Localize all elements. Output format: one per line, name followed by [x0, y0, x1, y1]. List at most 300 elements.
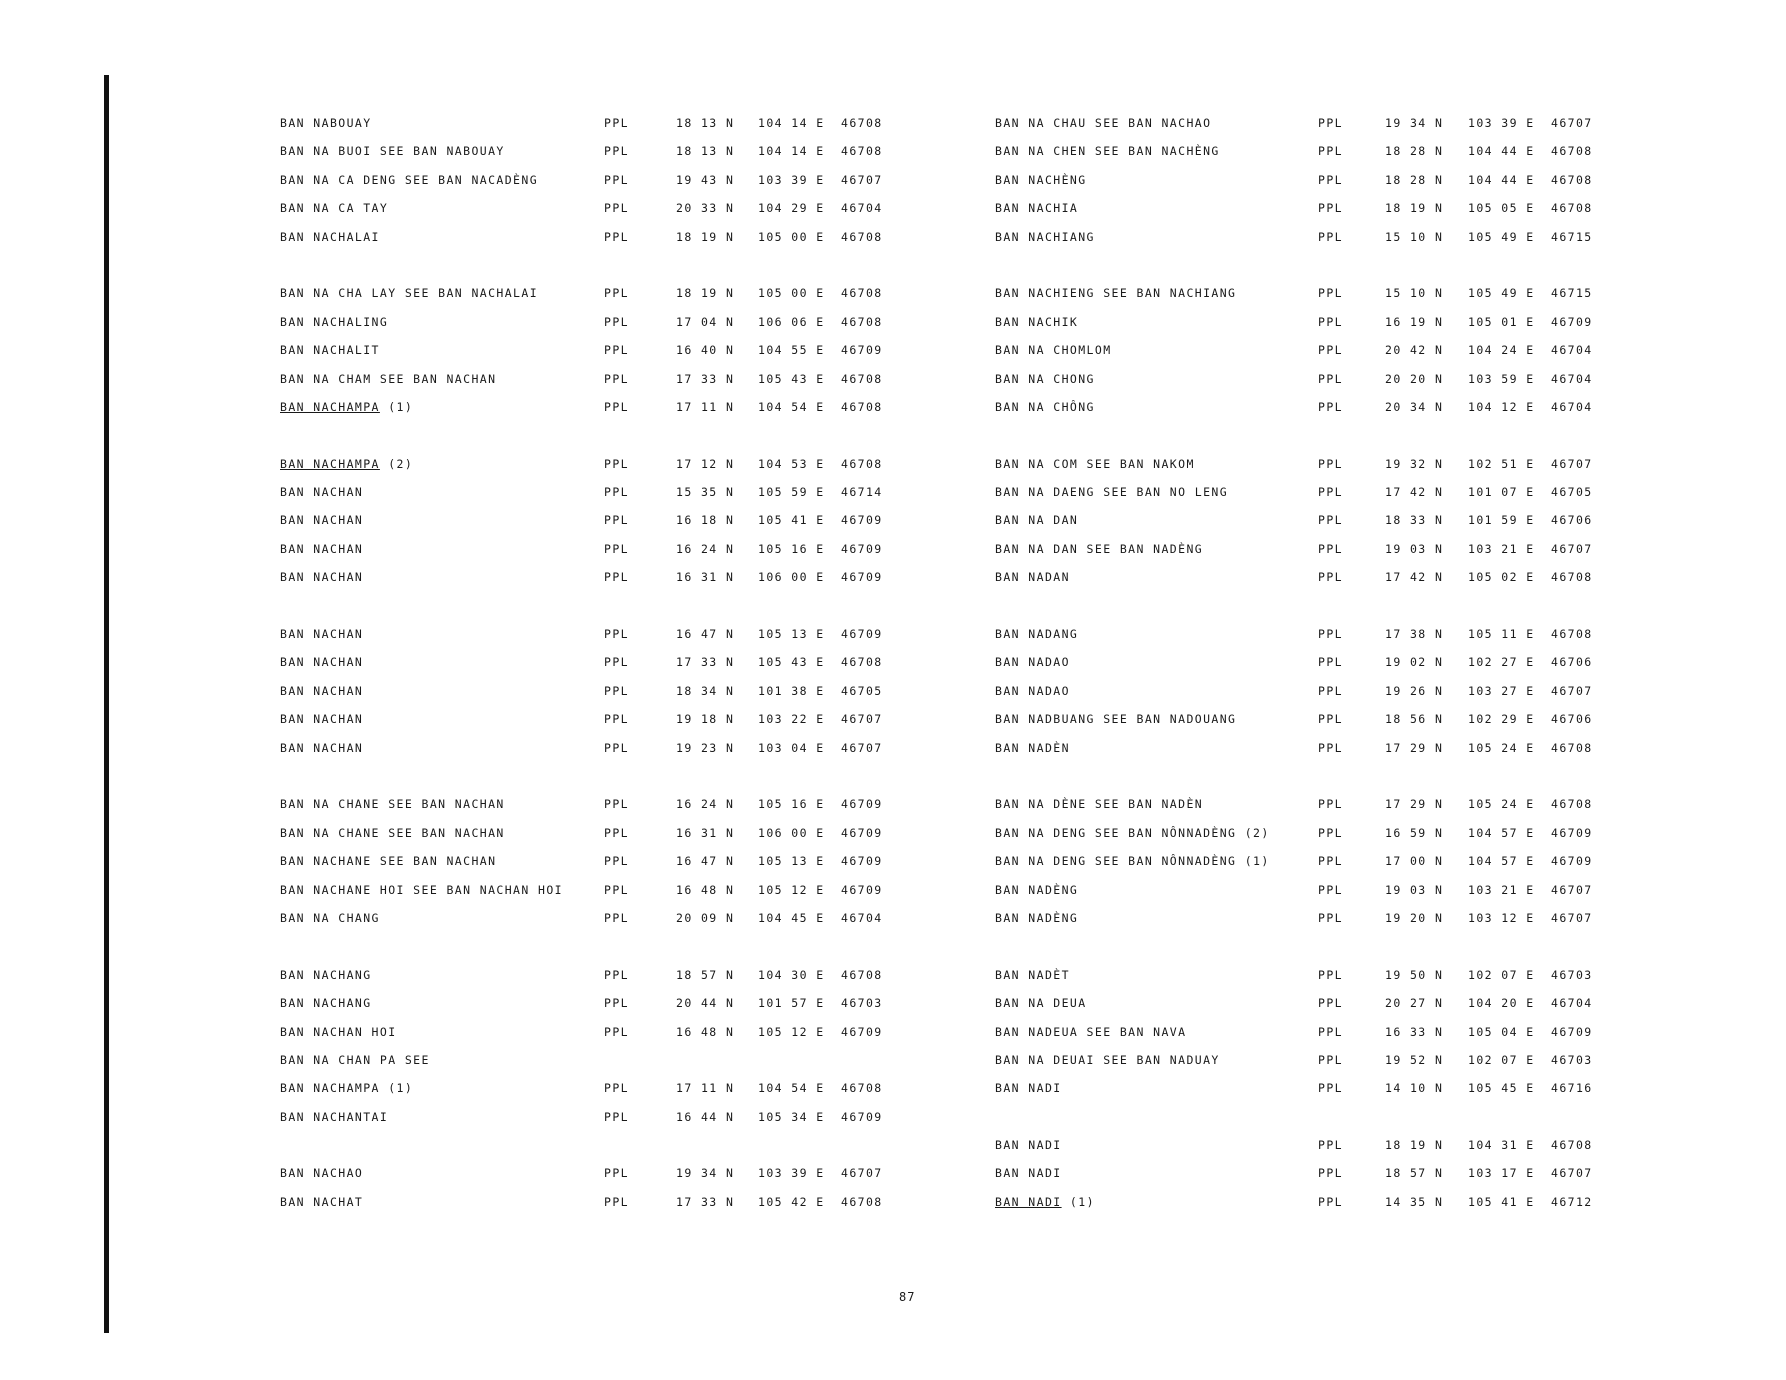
entry-lon: 105 45 E	[1468, 1081, 1535, 1096]
entry-lat: 18 28 N	[1385, 144, 1444, 159]
entry-code: 46715	[1551, 229, 1593, 244]
entry-name: BAN NACHALIT	[280, 343, 380, 358]
entry-code: 46712	[1551, 1194, 1593, 1209]
entry-type: PPL	[604, 541, 629, 556]
entry-lon: 101 57 E	[758, 996, 825, 1011]
entry-name: BAN NADEUA SEE BAN NAVA	[995, 1024, 1187, 1039]
entry-lon: 104 29 E	[758, 201, 825, 216]
entry-name: BAN NACHAN	[280, 570, 364, 585]
entry-name: BAN NABOUAY	[280, 116, 372, 130]
entry-code: 46708	[841, 371, 883, 386]
entry-code: 46707	[841, 712, 883, 727]
entry-lat: 15 10 N	[1385, 229, 1444, 244]
entry-name: BAN NA CA TAY	[280, 201, 389, 216]
entry-type: PPL	[1318, 456, 1343, 471]
entry-lon: 105 59 E	[758, 485, 825, 500]
entry-type: PPL	[604, 996, 629, 1011]
entry-code: 46708	[841, 116, 883, 130]
entry-lon: 105 00 E	[758, 229, 825, 244]
entry-lat: 15 10 N	[1385, 286, 1444, 301]
entry-name: BAN NA DÈNE SEE BAN NADÈN	[995, 797, 1204, 812]
entry-lon: 105 43 E	[758, 371, 825, 386]
entry-lat: 19 02 N	[1385, 655, 1444, 670]
entry-name: BAN NACHALING	[280, 314, 389, 329]
entry-name: BAN NA BUOI SEE BAN NABOUAY	[280, 144, 505, 159]
entry-type: PPL	[604, 627, 629, 642]
entry-lon: 105 42 E	[758, 1194, 825, 1209]
entry-type: PPL	[604, 1081, 629, 1096]
entry-name: BAN NA DAENG SEE BAN NO LENG	[995, 485, 1229, 500]
entry-code: 46708	[1551, 627, 1593, 642]
entry-lat: 17 29 N	[1385, 797, 1444, 812]
entry-lon: 105 16 E	[758, 797, 825, 812]
entry-code: 46704	[841, 910, 883, 925]
entry-type: PPL	[604, 882, 629, 897]
entry-code: 46708	[841, 144, 883, 159]
entry-name: BAN NA CHONG	[995, 371, 1095, 386]
entry-lat: 18 19 N	[1385, 201, 1444, 216]
entry-type: PPL	[1318, 541, 1343, 556]
entry-name: BAN NA CHAN PA SEE	[280, 1052, 430, 1067]
entry-lon: 104 57 E	[1468, 854, 1535, 869]
entry-lon: 105 49 E	[1468, 286, 1535, 301]
entry-code: 46709	[841, 882, 883, 897]
entry-type: PPL	[1318, 570, 1343, 585]
entry-code: 46707	[1551, 910, 1593, 925]
entry-lon: 103 39 E	[1468, 116, 1535, 130]
entry-code: 46703	[1551, 1052, 1593, 1067]
entry-lon: 106 00 E	[758, 570, 825, 585]
entry-lon: 105 34 E	[758, 1109, 825, 1124]
entry-lat: 17 04 N	[676, 314, 735, 329]
entry-name: BAN NACHÈNG	[995, 172, 1087, 187]
entry-code: 46709	[841, 1109, 883, 1124]
entry-lon: 105 01 E	[1468, 314, 1535, 329]
entry-name: BAN NADI	[995, 1166, 1062, 1181]
entry-type: PPL	[1318, 1138, 1343, 1153]
entry-name: BAN NADBUANG SEE BAN NADOUANG	[995, 712, 1237, 727]
entry-code: 46708	[841, 229, 883, 244]
entry-code: 46706	[1551, 655, 1593, 670]
entry-lat: 16 48 N	[676, 882, 735, 897]
entry-name: BAN NA CHAM SEE BAN NACHAN	[280, 371, 497, 386]
entry-code: 46708	[841, 967, 883, 982]
entry-type: PPL	[604, 655, 629, 670]
entry-lat: 16 24 N	[676, 541, 735, 556]
entry-name: BAN NACHAN HOI	[280, 1024, 397, 1039]
entry-lon: 104 45 E	[758, 910, 825, 925]
entry-code: 46709	[841, 570, 883, 585]
page-number: 87	[899, 1290, 916, 1304]
entry-name: BAN NACHAO	[280, 1166, 364, 1181]
entry-code: 46704	[1551, 371, 1593, 386]
entry-lon: 105 41 E	[1468, 1194, 1535, 1209]
entry-name: BAN NA DEUA	[995, 996, 1087, 1011]
entry-lat: 16 24 N	[676, 797, 735, 812]
entry-lon: 104 44 E	[1468, 144, 1535, 159]
entry-name: BAN NACHAN	[280, 740, 364, 755]
entry-name: BAN NACHIANG	[995, 229, 1095, 244]
entry-lon: 103 12 E	[1468, 910, 1535, 925]
entry-type: PPL	[1318, 343, 1343, 358]
entry-lon: 104 30 E	[758, 967, 825, 982]
entry-lat: 20 27 N	[1385, 996, 1444, 1011]
entry-lon: 103 39 E	[758, 1166, 825, 1181]
entry-lat: 18 19 N	[1385, 1138, 1444, 1153]
entry-name: BAN NADÈT	[995, 967, 1070, 982]
entry-type: PPL	[1318, 201, 1343, 216]
entry-code: 46704	[1551, 996, 1593, 1011]
entry-name: BAN NA DEUAI SEE BAN NADUAY	[995, 1052, 1220, 1067]
entry-name: BAN NA CHOMLOM	[995, 343, 1112, 358]
entry-name: BAN NACHAN	[280, 485, 364, 500]
entry-type: PPL	[604, 144, 629, 159]
entry-lat: 20 33 N	[676, 201, 735, 216]
entry-lon: 105 13 E	[758, 854, 825, 869]
entry-type: PPL	[1318, 1194, 1343, 1209]
entry-lon: 103 04 E	[758, 740, 825, 755]
entry-type: PPL	[604, 1194, 629, 1209]
entry-name: BAN NADI	[995, 1081, 1062, 1096]
entry-name: BAN NACHIA	[995, 201, 1079, 216]
entry-lon: 105 05 E	[1468, 201, 1535, 216]
entry-code: 46708	[841, 1194, 883, 1209]
entry-type: PPL	[604, 967, 629, 982]
entry-type: PPL	[604, 683, 629, 698]
entry-type: PPL	[604, 201, 629, 216]
entry-type: PPL	[604, 286, 629, 301]
entry-code: 46709	[841, 854, 883, 869]
entry-type: PPL	[1318, 229, 1343, 244]
entry-name: BAN NA CHÔNG	[995, 399, 1095, 414]
entry-lat: 16 59 N	[1385, 825, 1444, 840]
entry-lat: 20 34 N	[1385, 399, 1444, 414]
entry-lat: 18 19 N	[676, 286, 735, 301]
entry-code: 46708	[1551, 1138, 1593, 1153]
entry-type: PPL	[1318, 712, 1343, 727]
entry-type: PPL	[604, 343, 629, 358]
entry-lat: 17 42 N	[1385, 485, 1444, 500]
entry-code: 46708	[841, 399, 883, 414]
entry-lon: 105 00 E	[758, 286, 825, 301]
entry-lat: 19 34 N	[1385, 116, 1444, 130]
entry-code: 46708	[1551, 797, 1593, 812]
entry-lon: 104 20 E	[1468, 996, 1535, 1011]
entry-name: BAN NACHAMPA (1)	[280, 399, 414, 414]
entry-code: 46716	[1551, 1081, 1593, 1096]
entry-lat: 17 33 N	[676, 371, 735, 386]
entry-name: BAN NACHAT	[280, 1194, 364, 1209]
entry-lat: 19 20 N	[1385, 910, 1444, 925]
entry-name: BAN NA CHEN SEE BAN NACHÈNG	[995, 144, 1220, 159]
entry-type: PPL	[1318, 485, 1343, 500]
entry-code: 46709	[1551, 1024, 1593, 1039]
entry-lon: 105 24 E	[1468, 797, 1535, 812]
binding-edge	[104, 75, 109, 1333]
entry-code: 46705	[1551, 485, 1593, 500]
entry-type: PPL	[604, 1109, 629, 1124]
entry-type: PPL	[604, 825, 629, 840]
entry-name: BAN NA COM SEE BAN NAKOM	[995, 456, 1195, 471]
entry-lon: 104 54 E	[758, 399, 825, 414]
entry-code: 46707	[1551, 683, 1593, 698]
entry-lat: 17 33 N	[676, 655, 735, 670]
entry-lat: 19 50 N	[1385, 967, 1444, 982]
entry-type: PPL	[604, 854, 629, 869]
entry-name: BAN NA DAN	[995, 513, 1079, 528]
entry-lon: 103 27 E	[1468, 683, 1535, 698]
entry-lon: 105 13 E	[758, 627, 825, 642]
entry-name: BAN NACHANTAI	[280, 1109, 389, 1124]
entry-name: BAN NACHAN	[280, 655, 364, 670]
entry-type: PPL	[604, 740, 629, 755]
entry-code: 46709	[841, 825, 883, 840]
entry-type: PPL	[1318, 1024, 1343, 1039]
entry-name: BAN NACHAN	[280, 541, 364, 556]
entry-lon: 104 54 E	[758, 1081, 825, 1096]
entry-type: PPL	[1318, 854, 1343, 869]
entry-name: BAN NACHIENG SEE BAN NACHIANG	[995, 286, 1237, 301]
entry-lon: 105 49 E	[1468, 229, 1535, 244]
entry-code: 46704	[1551, 343, 1593, 358]
entry-code: 46707	[841, 1166, 883, 1181]
entry-code: 46709	[1551, 854, 1593, 869]
entry-lat: 17 00 N	[1385, 854, 1444, 869]
entry-type: PPL	[604, 570, 629, 585]
entry-type: PPL	[1318, 513, 1343, 528]
entry-lat: 18 56 N	[1385, 712, 1444, 727]
entry-name: BAN NADAO	[995, 655, 1070, 670]
entry-lon: 105 11 E	[1468, 627, 1535, 642]
entry-code: 46709	[841, 1024, 883, 1039]
entry-code: 46709	[841, 513, 883, 528]
entry-code: 46709	[1551, 314, 1593, 329]
entry-lat: 17 33 N	[676, 1194, 735, 1209]
entry-lon: 103 39 E	[758, 172, 825, 187]
entry-lon: 101 38 E	[758, 683, 825, 698]
entry-lat: 17 11 N	[676, 1081, 735, 1096]
entry-lat: 14 35 N	[1385, 1194, 1444, 1209]
entry-lat: 19 43 N	[676, 172, 735, 187]
entry-code: 46714	[841, 485, 883, 500]
entry-lon: 104 57 E	[1468, 825, 1535, 840]
entry-lon: 103 59 E	[1468, 371, 1535, 386]
entry-code: 46707	[841, 740, 883, 755]
entry-lat: 15 35 N	[676, 485, 735, 500]
entry-type: PPL	[604, 485, 629, 500]
entry-lon: 104 12 E	[1468, 399, 1535, 414]
entry-name: BAN NACHAN	[280, 627, 364, 642]
entry-lat: 17 29 N	[1385, 740, 1444, 755]
entry-name: BAN NADAO	[995, 683, 1070, 698]
entry-lat: 19 32 N	[1385, 456, 1444, 471]
entry-type: PPL	[604, 1024, 629, 1039]
entry-name: BAN NACHANE SEE BAN NACHAN	[280, 854, 497, 869]
entry-type: PPL	[604, 399, 629, 414]
entry-type: PPL	[1318, 314, 1343, 329]
entry-lon: 104 14 E	[758, 144, 825, 159]
entry-type: PPL	[604, 456, 629, 471]
entry-code: 46708	[841, 314, 883, 329]
entry-code: 46709	[841, 541, 883, 556]
entry-lon: 101 07 E	[1468, 485, 1535, 500]
entry-lat: 18 13 N	[676, 116, 735, 130]
entry-name: BAN NA CHA LAY SEE BAN NACHALAI	[280, 286, 539, 301]
entry-code: 46704	[841, 201, 883, 216]
entry-code: 46707	[1551, 456, 1593, 471]
entry-code: 46708	[841, 286, 883, 301]
entry-lat: 17 42 N	[1385, 570, 1444, 585]
entry-lon: 102 07 E	[1468, 967, 1535, 982]
entry-lon: 104 53 E	[758, 456, 825, 471]
entry-lat: 17 12 N	[676, 456, 735, 471]
entry-code: 46708	[1551, 144, 1593, 159]
entry-code: 46707	[841, 172, 883, 187]
entry-name: BAN NA CHANE SEE BAN NACHAN	[280, 797, 505, 812]
entry-name: BAN NA CHAU SEE BAN NACHAO	[995, 116, 1212, 130]
entry-code: 46708	[1551, 172, 1593, 187]
entry-name: BAN NACHIK	[995, 314, 1079, 329]
entry-type: PPL	[1318, 144, 1343, 159]
entry-lon: 104 31 E	[1468, 1138, 1535, 1153]
entry-code: 46706	[1551, 513, 1593, 528]
entry-lat: 18 13 N	[676, 144, 735, 159]
entry-code: 46709	[841, 627, 883, 642]
entry-code: 46707	[1551, 1166, 1593, 1181]
entry-type: PPL	[1318, 1052, 1343, 1067]
entry-name: BAN NA DENG SEE BAN NÔNNADÈNG (1)	[995, 854, 1270, 869]
entry-type: PPL	[604, 910, 629, 925]
entry-lat: 16 19 N	[1385, 314, 1444, 329]
entry-name: BAN NACHAN	[280, 683, 364, 698]
entry-lon: 105 41 E	[758, 513, 825, 528]
entry-lat: 19 23 N	[676, 740, 735, 755]
entry-name: BAN NA DENG SEE BAN NÔNNADÈNG (2)	[995, 825, 1270, 840]
entry-code: 46709	[1551, 825, 1593, 840]
entry-lon: 104 55 E	[758, 343, 825, 358]
entry-name: BAN NA CA DENG SEE BAN NACADÈNG	[280, 172, 539, 187]
entry-type: PPL	[604, 797, 629, 812]
entry-lat: 20 20 N	[1385, 371, 1444, 386]
entry-lat: 19 18 N	[676, 712, 735, 727]
entry-code: 46707	[1551, 541, 1593, 556]
entry-type: PPL	[1318, 172, 1343, 187]
entry-lat: 16 47 N	[676, 854, 735, 869]
entry-lon: 105 12 E	[758, 1024, 825, 1039]
entry-code: 46706	[1551, 712, 1593, 727]
entry-name: BAN NADÈNG	[995, 910, 1079, 925]
entry-lat: 16 40 N	[676, 343, 735, 358]
entry-lon: 103 17 E	[1468, 1166, 1535, 1181]
entry-code: 46708	[1551, 740, 1593, 755]
entry-lon: 103 21 E	[1468, 882, 1535, 897]
entry-type: PPL	[1318, 627, 1343, 642]
entry-lon: 102 27 E	[1468, 655, 1535, 670]
entry-name: BAN NACHAMPA (2)	[280, 456, 414, 471]
entry-code: 46715	[1551, 286, 1593, 301]
entry-lat: 19 52 N	[1385, 1052, 1444, 1067]
entry-code: 46708	[841, 655, 883, 670]
entry-lon: 106 00 E	[758, 825, 825, 840]
entry-lon: 103 22 E	[758, 712, 825, 727]
entry-name: BAN NACHANG	[280, 996, 372, 1011]
entry-type: PPL	[1318, 910, 1343, 925]
entry-name: BAN NACHALAI	[280, 229, 380, 244]
entry-lat: 18 57 N	[1385, 1166, 1444, 1181]
entry-type: PPL	[604, 371, 629, 386]
entry-name: BAN NADAN	[995, 570, 1070, 585]
entry-name: BAN NACHAN	[280, 513, 364, 528]
entry-lat: 20 09 N	[676, 910, 735, 925]
entry-lon: 106 06 E	[758, 314, 825, 329]
entry-name: BAN NA CHANG	[280, 910, 380, 925]
entry-type: PPL	[1318, 399, 1343, 414]
entry-code: 46709	[841, 797, 883, 812]
entry-lat: 16 33 N	[1385, 1024, 1444, 1039]
entry-name: BAN NACHAMPA (1)	[280, 1081, 414, 1096]
entry-name: BAN NADANG	[995, 627, 1079, 642]
entry-code: 46708	[841, 456, 883, 471]
entry-type: PPL	[604, 229, 629, 244]
entry-name: BAN NADI	[995, 1138, 1062, 1153]
entry-type: PPL	[1318, 683, 1343, 698]
entry-code: 46703	[1551, 967, 1593, 982]
entry-lon: 104 44 E	[1468, 172, 1535, 187]
entry-name: BAN NA DAN SEE BAN NADÈNG	[995, 541, 1204, 556]
entry-lon: 105 24 E	[1468, 740, 1535, 755]
entry-lat: 19 03 N	[1385, 882, 1444, 897]
entry-type: PPL	[1318, 371, 1343, 386]
entry-lat: 16 18 N	[676, 513, 735, 528]
entry-lon: 104 14 E	[758, 116, 825, 130]
entry-lat: 19 26 N	[1385, 683, 1444, 698]
entry-lon: 105 16 E	[758, 541, 825, 556]
entry-type: PPL	[604, 314, 629, 329]
entry-code: 46707	[1551, 882, 1593, 897]
entry-lat: 19 34 N	[676, 1166, 735, 1181]
entry-lat: 16 31 N	[676, 570, 735, 585]
entry-type: PPL	[1318, 655, 1343, 670]
entry-name: BAN NADÈN	[995, 740, 1070, 755]
entry-type: PPL	[1318, 116, 1343, 130]
entry-name: BAN NADÈNG	[995, 882, 1079, 897]
entry-type: PPL	[604, 1166, 629, 1181]
entry-type: PPL	[1318, 882, 1343, 897]
entry-lon: 102 29 E	[1468, 712, 1535, 727]
entry-code: 46708	[1551, 570, 1593, 585]
entry-name: BAN NACHANE HOI SEE BAN NACHAN HOI	[280, 882, 564, 897]
entry-type: PPL	[1318, 967, 1343, 982]
entry-lat: 19 03 N	[1385, 541, 1444, 556]
entry-lat: 16 44 N	[676, 1109, 735, 1124]
entry-type: PPL	[1318, 825, 1343, 840]
entry-lon: 102 51 E	[1468, 456, 1535, 471]
entry-lon: 104 24 E	[1468, 343, 1535, 358]
entry-lat: 18 57 N	[676, 967, 735, 982]
entry-code: 46704	[1551, 399, 1593, 414]
entry-code: 46705	[841, 683, 883, 698]
entry-lat: 18 28 N	[1385, 172, 1444, 187]
entry-lat: 18 33 N	[1385, 513, 1444, 528]
entry-lon: 103 21 E	[1468, 541, 1535, 556]
entry-type: PPL	[604, 116, 629, 130]
entry-type: PPL	[604, 513, 629, 528]
entry-code: 46703	[841, 996, 883, 1011]
entry-name: BAN NACHANG	[280, 967, 372, 982]
entry-lat: 16 31 N	[676, 825, 735, 840]
entry-type: PPL	[1318, 797, 1343, 812]
entry-code: 46707	[1551, 116, 1593, 130]
